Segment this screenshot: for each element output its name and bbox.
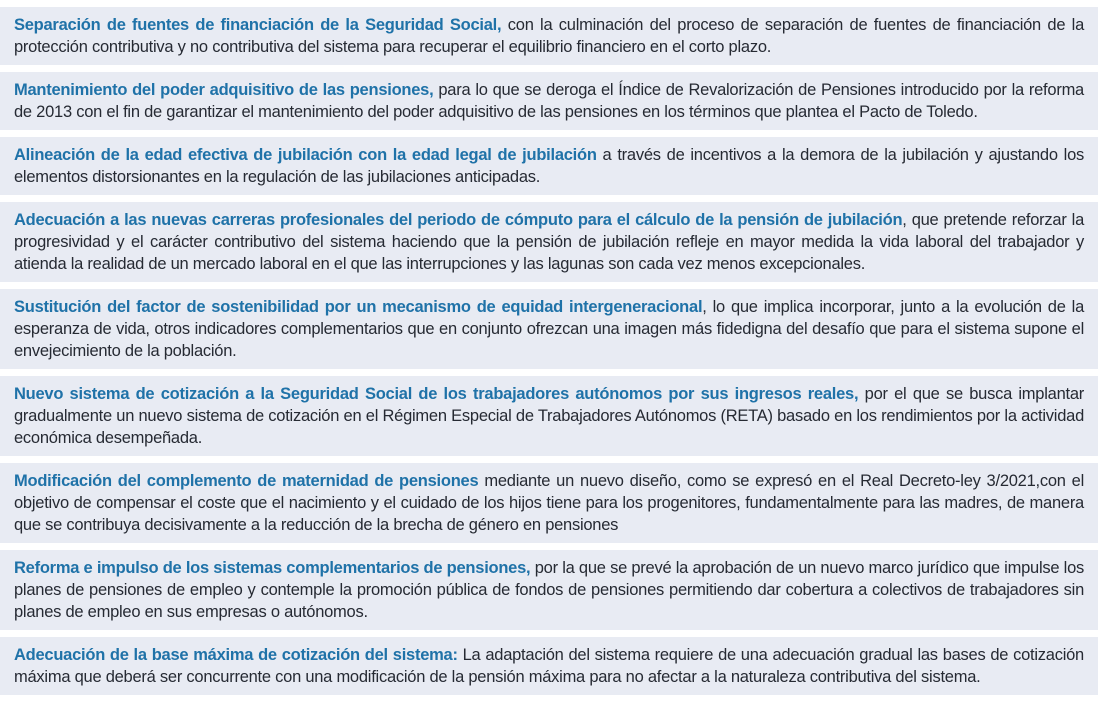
list-item [0,7,1098,65]
item-body: con la culminación del proceso de separación de fuentes de financiación de la protección contributiva y no contributiva del sistema para recuperar el equilibrio financiero en el corto plazo. [14,16,1085,56]
item-lead: Adecuación de la base máxima de cotización del sistema: [14,646,458,664]
item-lead: Nuevo sistema de cotización a la Seguridad Social de los trabajadores autónomos por sus ingresos reales, [14,385,859,403]
list-item [0,550,1098,630]
list-item [0,463,1098,543]
list-item [0,72,1098,130]
list-item [0,202,1098,282]
item-lead: Adecuación a las nuevas carreras profesionales del periodo de cómputo para el cálculo de la pensión de jubilación [14,211,903,229]
item-body: por la que se prevé la aprobación de un nuevo marco jurídico que impulse los planes de pensiones de empleo y contemple la promoción pública de fondos de pensiones permitiendo dar cobertura a colectivos de trabajadores sin planes de empleo en sus empresas o autónomos. [14,559,1084,621]
item-lead: Mantenimiento del poder adquisitivo de las pensiones, [14,81,434,99]
item-lead: Separación de fuentes de financiación de la Seguridad Social, [14,16,502,34]
list-item [0,637,1098,695]
item-lead: Sustitución del factor de sostenibilidad por un mecanismo de equidad intergeneracional [14,298,703,316]
item-body: , lo que implica incorporar, junto a la evolución de la esperanza de vida, otros indicadores complementarios que en conjunto ofrezcan una imagen más fidedigna del desafío que para el sistema supone el envejecimiento de la población. [14,298,1084,360]
list-item [0,376,1098,456]
item-lead: Modificación del complemento de maternidad de pensiones [14,472,479,490]
item-lead: Reforma e impulso de los sistemas complementarios de pensiones, [14,559,531,577]
item-body: por el que se busca implantar gradualmente un nuevo sistema de cotización en el Régimen Especial de Trabajadores Autónomos (RETA) basado en los rendimientos por la actividad económica desempeñada. [14,385,1085,447]
item-body: para lo que se deroga el Índice de Revalorización de Pensiones introducido por la reforma de 2013 con el fin de garantizar el mantenimiento del poder adquisitivo de las pensiones en los términos que plantea el Pacto de Toledo. [14,81,1084,121]
list-item [0,289,1098,369]
item-body: a través de incentivos a la demora de la jubilación y ajustando los elementos distorsionantes en la regulación de las jubilaciones anticipadas. [14,146,1085,186]
item-body: mediante un nuevo diseño, como se expresó en el Real Decreto-ley 3/2021,con el objetivo de compensar el coste que el nacimiento y el cuidado de los hijos tiene para los progenitores, fundamentalmente para las madres, de manera que se contribuya decisivamente a la reducción de la brecha de género en pensiones [14,472,1084,534]
item-lead: Alineación de la edad efectiva de jubilación con la edad legal de jubilación [14,146,597,164]
item-body: , que pretende reforzar la progresividad y el carácter contributivo del sistema haciendo que la pensión de jubilación refleje en mayor medida la vida laboral del trabajador y atienda la realidad de un mercado laboral en el que las interrupciones y las lagunas son cada vez menos excepcionales. [14,211,1085,273]
list-item [0,137,1098,195]
item-body: La adaptación del sistema requiere de una adecuación gradual las bases de cotización máxima que deberá ser concurrente con una modificación de la pensión máxima para no afectar a la naturaleza contributiva del sistema. [14,646,1084,686]
